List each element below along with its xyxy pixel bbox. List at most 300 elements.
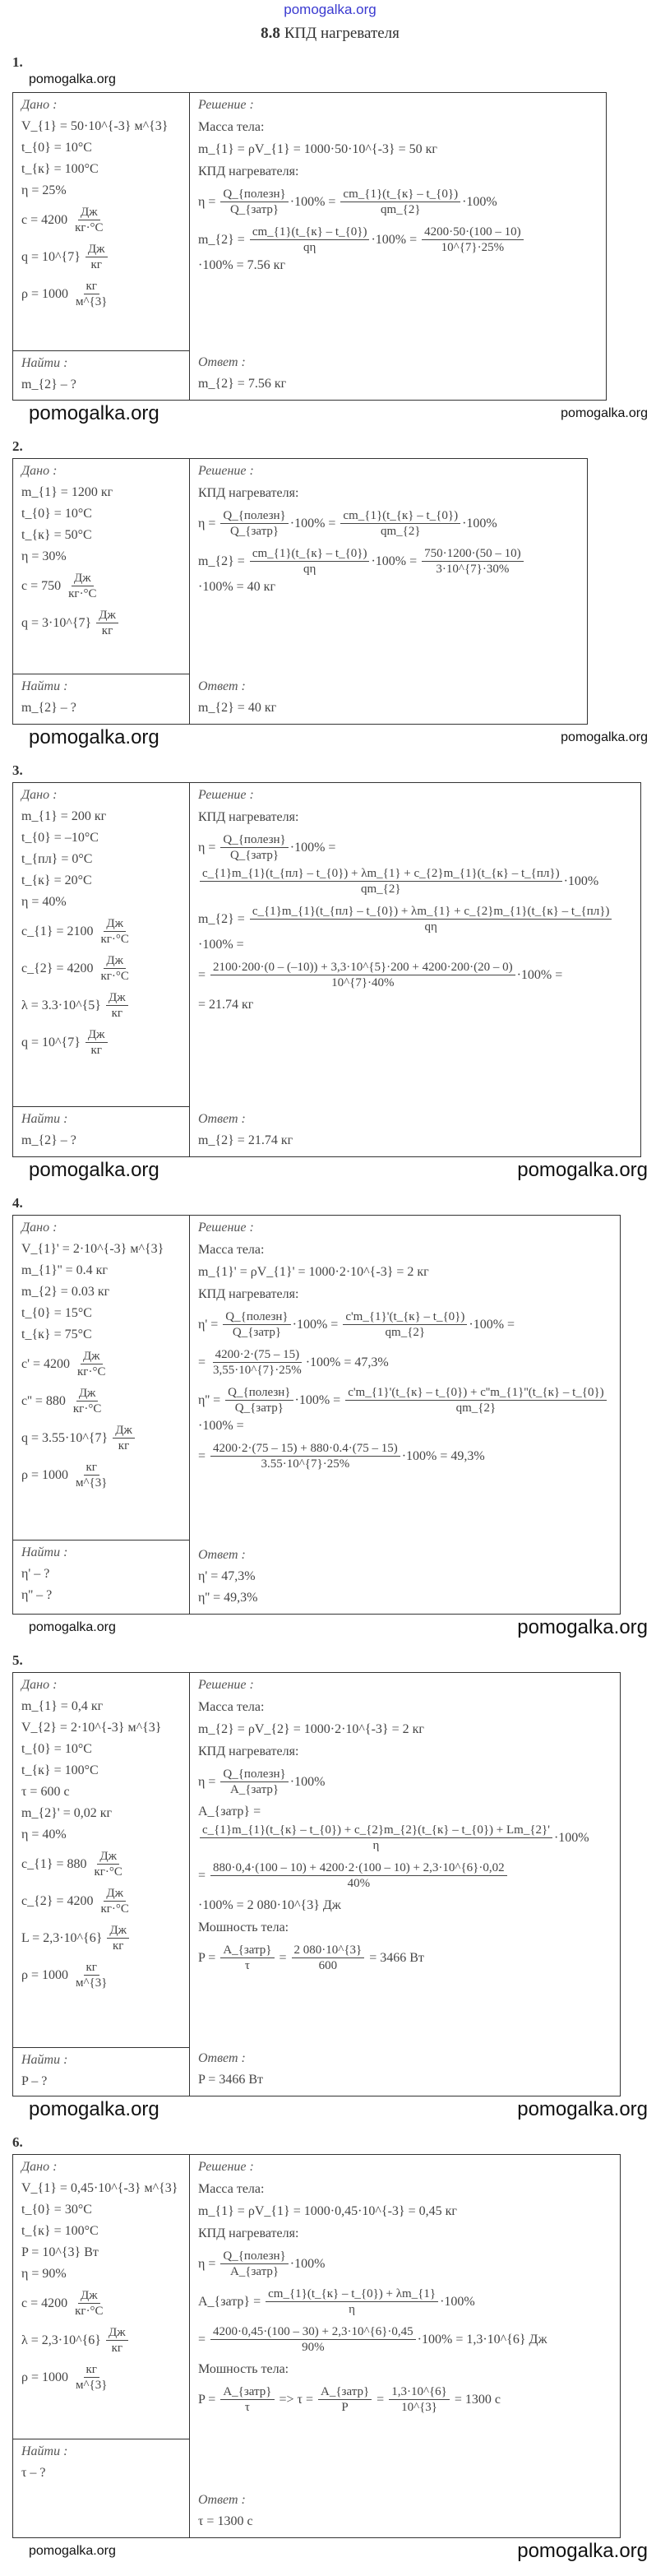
problem-number: 3.	[12, 762, 23, 778]
fraction	[73, 279, 109, 309]
given-item	[21, 2267, 182, 2282]
math-text: c' = 4200	[21, 1356, 74, 1371]
fraction-denominator: qη	[424, 920, 437, 934]
fraction	[98, 1886, 131, 1916]
fraction	[210, 1860, 507, 1891]
fraction-numerator: Q_{полезн}	[220, 508, 288, 524]
solution-line	[198, 2204, 613, 2219]
math-text: η' – ?	[21, 1567, 50, 1581]
problem-1-table	[12, 92, 607, 401]
math-text: ·100%	[563, 873, 599, 888]
math-text: =	[373, 2392, 388, 2407]
math-text: Масса тела:	[198, 120, 265, 134]
math-text: η = 90%	[21, 2267, 67, 2281]
math-text: η' = 47,3%	[198, 1569, 256, 1583]
fraction-denominator: 10^{3}	[401, 2401, 438, 2414]
fraction-denominator: кг	[111, 1007, 123, 1020]
find-section	[13, 1107, 189, 1156]
given-section	[13, 783, 189, 1107]
math-text: t_{к} = 100°C	[21, 1763, 99, 1777]
math-text: η =	[198, 840, 219, 855]
fraction-numerator: Q_{полезн}	[220, 2249, 288, 2264]
solution-column	[190, 1673, 620, 2096]
math-text: q = 3·10^{7}	[21, 615, 95, 630]
fraction-numerator: A_{затр}	[318, 2384, 372, 2400]
watermark: pomogalka.org	[29, 2544, 116, 2558]
math-text: m_{2} = 0.03 кг	[21, 1285, 110, 1299]
given-item	[21, 1828, 182, 1842]
fraction	[210, 960, 515, 990]
answer-label: Ответ :	[198, 2493, 246, 2507]
given-item	[21, 205, 182, 235]
fraction-numerator: cm_{1}(t_{к} – t_{0})	[250, 225, 370, 240]
given-find-column	[13, 459, 190, 724]
fraction	[318, 2384, 372, 2415]
problem-number: 4.	[12, 1195, 23, 1211]
fraction	[106, 2325, 128, 2356]
fraction	[220, 2249, 288, 2279]
math-text: t_{0} = 10°C	[21, 141, 92, 155]
fraction-denominator: A_{затр}	[229, 2265, 279, 2278]
fraction-denominator: 10^{7}·40%	[331, 976, 395, 989]
solution-line	[198, 904, 634, 952]
watermark: pomogalka.org	[517, 1159, 648, 1181]
math-text: η =	[198, 1774, 219, 1789]
answer-label: Ответ :	[198, 679, 246, 693]
solution-line	[198, 120, 599, 135]
fraction	[225, 1385, 293, 1415]
math-text: ·100% = 40 кг	[198, 580, 276, 594]
given-label: Дано :	[21, 98, 58, 112]
page-title	[12, 25, 648, 43]
given-item	[21, 2245, 182, 2260]
problem-number: 2.	[12, 438, 23, 454]
math-text: m_{2} = 21.74 кг	[198, 1133, 293, 1147]
fraction-denominator: Q_{затр}	[232, 1326, 282, 1339]
fraction-denominator: кг·°C	[75, 2305, 104, 2318]
math-text: A_{затр} =	[198, 1805, 265, 1818]
math-text: η'' =	[198, 1392, 224, 1407]
site-logo[interactable]: pomogalka.org	[284, 2, 377, 17]
fraction	[250, 904, 612, 934]
math-text: V_{1} = 0,45·10^{-3} м^{3}	[21, 2181, 178, 2195]
math-text: ρ = 1000	[21, 286, 72, 301]
fraction-numerator: кг	[84, 1960, 99, 1976]
math-text: ·100% =	[289, 516, 340, 530]
math-text: КПД нагревателя:	[198, 164, 299, 178]
math-text: Мошность тела:	[198, 1920, 289, 1934]
math-text: η = 40%	[21, 895, 67, 909]
math-text: = 3466 Вт	[366, 1950, 424, 1965]
fraction-numerator: Дж	[85, 242, 108, 257]
solution-line	[198, 225, 599, 273]
watermark-row	[12, 725, 648, 751]
solution-line	[198, 960, 634, 990]
watermark: pomogalka.org	[517, 2098, 648, 2120]
solution-line	[198, 546, 580, 595]
fraction	[98, 916, 131, 947]
math-text: t_{0} = 10°C	[21, 1742, 92, 1756]
fraction-numerator: c_{1}m_{1}(t_{пл} – t_{0}) + λm_{1} + c_{2}m_{1}(t_{к} – t_{пл})	[250, 904, 612, 920]
answer-line	[198, 2073, 613, 2087]
fraction-denominator: τ	[244, 1959, 250, 1972]
find-item	[21, 2466, 182, 2481]
solution-line	[198, 1347, 613, 1378]
fraction-numerator: cm_{1}(t_{к} – t_{0}) + λm_{1}	[266, 2286, 438, 2302]
fraction	[66, 571, 99, 601]
math-text: t_{к} = 75°C	[21, 1327, 92, 1341]
math-text: η = 30%	[21, 549, 67, 563]
math-text: => τ =	[275, 2392, 316, 2407]
given-item	[21, 162, 182, 177]
watermark: pomogalka.org	[29, 72, 116, 86]
fraction-numerator: Q_{полезн}	[220, 187, 288, 202]
fraction-numerator: кг	[84, 1460, 99, 1476]
fraction-numerator: 4200·0,45·(100 – 30) + 2,3·10^{6}·0,45	[210, 2324, 416, 2340]
given-item	[21, 119, 182, 134]
math-text: m_{2} – ?	[21, 701, 76, 715]
given-find-column	[13, 783, 190, 1156]
fraction-numerator: Дж	[97, 1849, 119, 1865]
math-text: m_{1} = ρV_{1} = 1000·0,45·10^{-3} = 0,45 кг	[198, 2204, 457, 2218]
fraction-denominator: кг·°C	[75, 221, 104, 234]
fraction-numerator: cm_{1}(t_{к} – t_{0})	[250, 546, 370, 562]
given-item	[21, 608, 182, 638]
fraction	[210, 1347, 304, 1378]
watermark: pomogalka.org	[29, 2098, 159, 2120]
fraction-denominator: 40%	[347, 1877, 371, 1890]
given-item	[21, 873, 182, 888]
math-text: t_{0} = 10°C	[21, 507, 92, 521]
math-text: ·100% =	[371, 232, 421, 247]
given-item	[21, 1306, 182, 1321]
math-text: = 1300 с	[450, 2392, 501, 2407]
solution-line	[198, 2286, 613, 2317]
fraction-numerator: Q_{полезн}	[220, 832, 288, 848]
math-text: =	[275, 1950, 290, 1965]
fraction-numerator: Q_{полезн}	[223, 1309, 290, 1325]
fraction	[210, 1441, 400, 1471]
given-item	[21, 1785, 182, 1800]
find-item	[21, 1133, 182, 1148]
given-item	[21, 1849, 182, 1879]
given-label: Дано :	[21, 464, 58, 478]
math-text: t_{0} = 15°C	[21, 1306, 92, 1320]
given-item	[21, 242, 182, 272]
fraction	[85, 1027, 108, 1058]
fraction	[345, 1385, 606, 1415]
math-text: ρ = 1000	[21, 2370, 72, 2384]
given-item	[21, 549, 182, 564]
problem-5-table	[12, 1672, 621, 2096]
given-label: Дано :	[21, 1221, 58, 1235]
problem-3-table	[12, 782, 641, 1157]
given-item	[21, 1285, 182, 1300]
given-item	[21, 141, 182, 155]
math-text: c_{1} = 880	[21, 1856, 90, 1871]
fraction	[107, 1923, 129, 1953]
fraction-denominator: м^{3}	[76, 1476, 108, 1490]
solution-column	[190, 93, 606, 400]
solution-line	[198, 998, 634, 1012]
solution-line	[198, 810, 634, 825]
solution-line	[198, 2226, 613, 2241]
math-text: P =	[198, 1950, 219, 1965]
math-text: ·100%	[289, 2256, 326, 2271]
given-item	[21, 895, 182, 910]
math-text: V_{2} = 2·10^{-3} м^{3}	[21, 1721, 162, 1735]
math-text: t_{к} = 100°C	[21, 162, 99, 176]
solution-line	[198, 2384, 613, 2415]
given-item	[21, 1886, 182, 1916]
solution-column	[190, 459, 587, 724]
math-text: c = 4200	[21, 2296, 72, 2310]
fraction	[85, 242, 108, 272]
solution-line	[198, 1920, 613, 1935]
watermark: pomogalka.org	[29, 1620, 116, 1634]
fraction	[250, 225, 370, 255]
fraction-numerator: 4200·2·(75 – 15) + 880·0.4·(75 – 15)	[210, 1441, 400, 1457]
math-text: ·100% = 2 080·10^{3} Дж	[198, 1898, 341, 1912]
fraction	[220, 2384, 274, 2415]
fraction-denominator: 10^{7}·25%	[441, 241, 505, 254]
fraction-denominator: кг·°C	[100, 933, 129, 946]
solution-label: Решение :	[198, 788, 254, 802]
fraction-denominator: qm_{2}	[380, 203, 421, 216]
fraction-denominator: qη	[303, 241, 316, 254]
fraction-numerator: cm_{1}(t_{к} – t_{0})	[340, 187, 460, 202]
watermark: pomogalka.org	[29, 726, 159, 748]
given-section	[13, 1216, 189, 1541]
find-section	[13, 674, 189, 724]
given-item	[21, 1699, 182, 1714]
math-text: c = 4200	[21, 212, 72, 227]
math-text: A_{затр} =	[198, 2294, 265, 2309]
given-item	[21, 1742, 182, 1757]
fraction	[73, 1960, 109, 1990]
solution-line	[198, 2182, 613, 2197]
fraction	[220, 508, 288, 539]
fraction	[113, 1423, 135, 1453]
watermark: pomogalka.org	[561, 730, 648, 744]
fraction-numerator: Q_{полезн}	[220, 1767, 288, 1782]
answer-label: Ответ :	[198, 2051, 246, 2065]
fraction-numerator: кг	[84, 2362, 99, 2378]
given-item	[21, 183, 182, 198]
fraction-denominator: τ	[244, 2401, 250, 2414]
given-item	[21, 2181, 182, 2196]
solution-line	[198, 486, 580, 501]
answer-line	[198, 2514, 613, 2529]
fraction-denominator: кг·°C	[94, 1865, 122, 1879]
find-label: Найти :	[21, 2053, 68, 2067]
math-text: λ = 3.3·10^{5}	[21, 998, 104, 1012]
find-item	[21, 2074, 182, 2089]
fraction	[72, 2288, 105, 2319]
fraction-denominator: кг	[90, 258, 102, 271]
given-item	[21, 2362, 182, 2393]
fraction-numerator: Дж	[106, 990, 128, 1006]
math-text: m_{1} = 200 кг	[21, 809, 107, 823]
math-text: m_{2} =	[198, 232, 248, 247]
fraction-denominator: м^{3}	[76, 1976, 108, 1990]
math-text: η = 25%	[21, 183, 67, 197]
math-text: =	[198, 2332, 210, 2347]
math-text: ρ = 1000	[21, 1967, 72, 1982]
given-find-column	[13, 2155, 190, 2537]
watermark-row	[12, 1157, 648, 1184]
solution-line	[198, 1898, 613, 1913]
find-label: Найти :	[21, 356, 68, 370]
find-label: Найти :	[21, 1112, 68, 1126]
fraction-denominator: η	[349, 2303, 356, 2316]
fraction-numerator: Дж	[113, 1423, 135, 1439]
math-text: m_{1}'' = 0.4 кг	[21, 1263, 108, 1277]
solution-line	[198, 1700, 613, 1715]
given-item	[21, 852, 182, 867]
math-text: P = 10^{3} Вт	[21, 2245, 99, 2259]
given-label: Дано :	[21, 2160, 58, 2174]
watermark: pomogalka.org	[29, 402, 159, 424]
fraction-denominator: кг	[101, 624, 113, 637]
math-text: m_{2} – ?	[21, 378, 76, 391]
math-text: τ = 600 с	[21, 1785, 70, 1799]
math-text: ·100% =	[289, 194, 340, 209]
fraction-denominator: qm_{2}	[455, 1402, 497, 1415]
math-text: ·100% =	[294, 1392, 344, 1407]
fraction	[292, 1943, 365, 1973]
fraction	[106, 990, 128, 1021]
solution-line	[198, 1860, 613, 1891]
math-text: c = 750	[21, 578, 65, 593]
watermark-row	[12, 71, 648, 89]
fraction-numerator: Дж	[76, 1386, 99, 1402]
fraction	[250, 546, 370, 577]
solution-line	[198, 1287, 613, 1302]
math-text: КПД нагревателя:	[198, 1744, 299, 1758]
fraction-denominator: Q_{затр}	[229, 203, 279, 216]
math-text: λ = 2,3·10^{6}	[21, 2333, 104, 2347]
fraction-numerator: 2 080·10^{3}	[292, 1943, 365, 1958]
given-item	[21, 2325, 182, 2356]
given-item	[21, 1763, 182, 1778]
fraction	[220, 187, 288, 217]
math-text: ·100%	[462, 516, 497, 530]
math-text: m_{1} = 0,4 кг	[21, 1699, 104, 1713]
solution-line	[198, 2362, 613, 2377]
given-item	[21, 1806, 182, 1821]
problem-2-table	[12, 458, 588, 725]
given-section	[13, 2155, 189, 2439]
math-text: η' =	[198, 1317, 222, 1332]
fraction	[200, 1823, 552, 1853]
section-number: 8.8	[261, 25, 280, 42]
find-item	[21, 1588, 182, 1603]
math-text: ·100%	[440, 2294, 475, 2309]
fraction-numerator: c'm_{1}'(t_{к} – t_{0})	[343, 1309, 467, 1325]
math-text: ·100% = 47,3%	[305, 1355, 389, 1369]
fraction-denominator: кг·°C	[100, 970, 129, 983]
answer-section	[198, 1100, 634, 1148]
given-item	[21, 1263, 182, 1278]
math-text: P – ?	[21, 2074, 48, 2088]
math-text: η'' – ?	[21, 1588, 53, 1602]
math-text: Мошность тела:	[198, 2362, 289, 2376]
fraction	[96, 608, 118, 638]
fraction-numerator: 4200·2·(75 – 15)	[213, 1347, 302, 1363]
math-text: m_{2} = 7.56 кг	[198, 377, 287, 391]
math-text: η =	[198, 516, 219, 530]
fraction-denominator: м^{3}	[76, 2379, 108, 2392]
problem-number: 6.	[12, 2134, 23, 2150]
given-find-column	[13, 1673, 190, 2096]
math-text: Масса тела:	[198, 2182, 265, 2196]
fraction-denominator: кг·°C	[72, 1402, 102, 1415]
math-text: V_{1}' = 2·10^{-3} м^{3}	[21, 1242, 164, 1256]
answer-line	[198, 377, 599, 391]
math-text: m_{2} = ρV_{2} = 1000·2·10^{-3} = 2 кг	[198, 1722, 424, 1736]
answer-section	[198, 344, 599, 391]
math-text: ·100% =	[516, 967, 563, 982]
fraction-numerator: кг	[84, 279, 99, 294]
fraction	[422, 225, 523, 255]
fraction-numerator: Дж	[78, 2288, 100, 2304]
solution-line	[198, 1722, 613, 1737]
fraction-denominator: A_{затр}	[229, 1783, 279, 1796]
problem-number: 1.	[12, 54, 23, 70]
find-item	[21, 701, 182, 716]
watermark-row	[12, 2096, 648, 2123]
fraction	[223, 1309, 290, 1340]
math-text: q = 10^{7}	[21, 249, 84, 264]
solution-line	[198, 142, 599, 157]
fraction	[73, 1460, 109, 1490]
solution-line	[198, 1243, 613, 1258]
math-text: ρ = 1000	[21, 1467, 72, 1482]
solution-line	[198, 832, 634, 897]
math-text: t_{0} = –10°C	[21, 831, 99, 845]
given-label: Дано :	[21, 1678, 58, 1692]
math-text: L = 2,3·10^{6}	[21, 1930, 106, 1945]
fraction-denominator: P	[341, 2401, 349, 2414]
answer-label: Ответ :	[198, 1112, 246, 1126]
watermark-row	[12, 2538, 648, 2564]
solution-line	[198, 1385, 613, 1434]
answer-section	[198, 2040, 613, 2087]
given-label: Дано :	[21, 788, 58, 802]
fraction-denominator: кг·°C	[68, 587, 97, 600]
solution-line	[198, 187, 599, 217]
fraction	[340, 187, 460, 217]
solution-line	[198, 1744, 613, 1759]
math-text: η =	[198, 194, 219, 209]
given-find-column	[13, 1216, 190, 1614]
fraction-numerator: Дж	[81, 1349, 103, 1364]
given-item	[21, 1960, 182, 1990]
fraction-numerator: Дж	[104, 1886, 126, 1902]
given-item	[21, 1923, 182, 1953]
math-text: τ = 1300 с	[198, 2514, 253, 2528]
fraction	[71, 1386, 104, 1416]
fraction	[389, 2384, 450, 2415]
fraction	[422, 546, 523, 577]
fraction-numerator: A_{затр}	[220, 1943, 274, 1958]
fraction-denominator: 600	[318, 1959, 338, 1972]
given-item	[21, 1349, 182, 1379]
math-text: m_{2} =	[198, 554, 248, 568]
math-text: m_{2} = 40 кг	[198, 701, 277, 715]
fraction-numerator: cm_{1}(t_{к} – t_{0})	[340, 508, 460, 524]
